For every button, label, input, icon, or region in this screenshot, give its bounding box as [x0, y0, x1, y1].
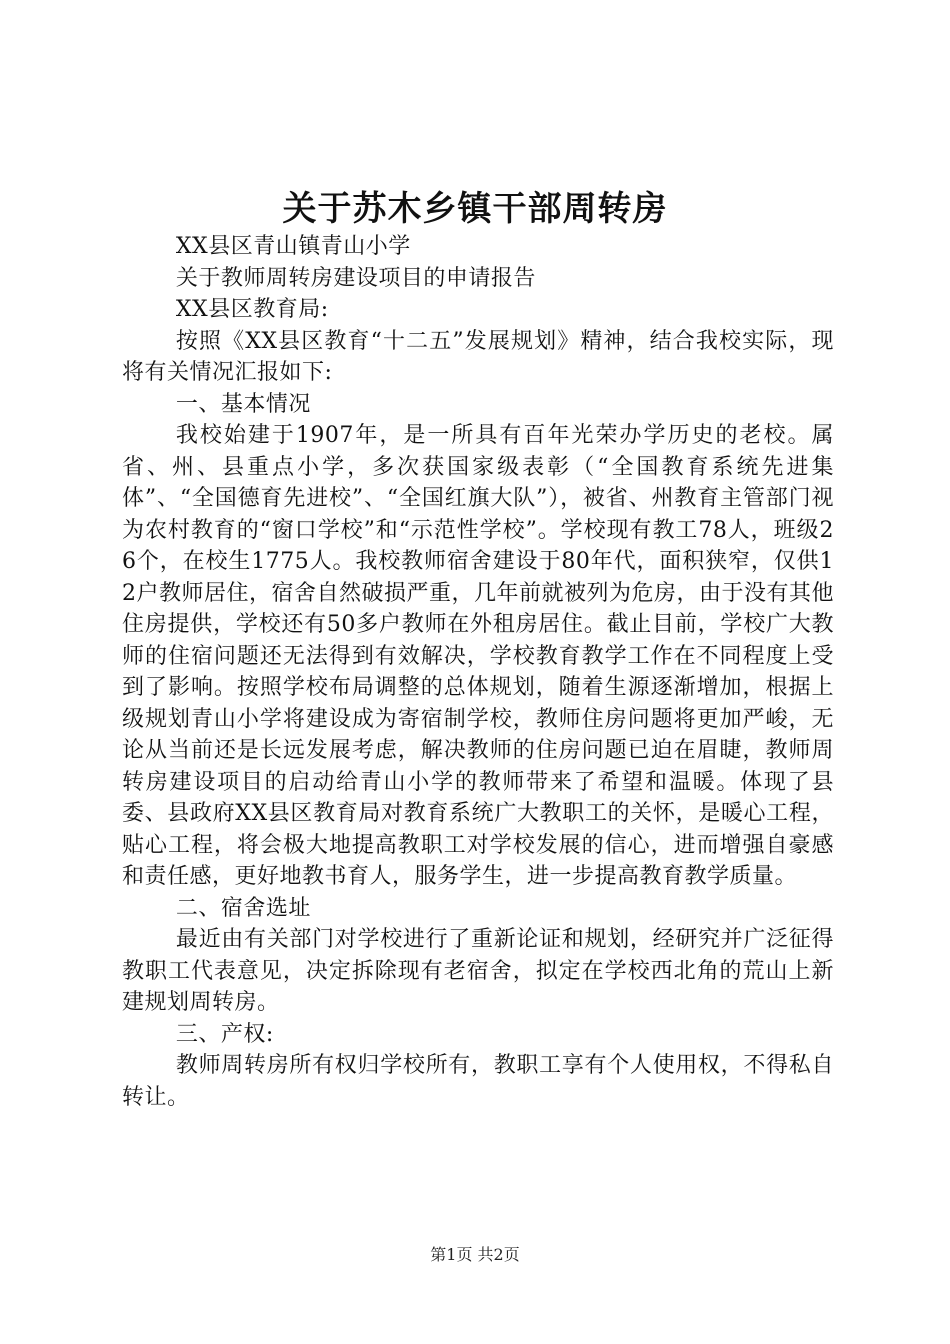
site-paragraph: 最近由有关部门对学校进行了重新论证和规划，经研究并广泛征得教职工代表意见，决定拆除现有老宿舍，拟定在学校西北角的荒山上新建规划周转房。 [122, 927, 834, 1015]
document-title: 关于苏木乡镇干部周转房 [282, 189, 668, 229]
ownership-paragraph: 教师周转房所有权归学校所有，教职工享有个人使用权，不得私自转让。 [122, 1053, 834, 1110]
basic-info-paragraph: 我校始建于1907年，是一所具有百年光荣办学历史的老校。属省、州、县重点小学，多次获国家级表彰（“全国教育系统先进集体”、“全国德育先进校”、“全国红旗大队”），被省、州教育主管部门视为农村教育的“窗口学校”和“示范性学校”。学校现有教工78人，班级26个，在校生1775人。我校教师宿舍建设于80年代，面积狭窄，仅供12户教师居住，宿舍自然破损严重，几年前就被列为危房，由于没有其他住房提供，学校还有50多户教师在外租房居住。截止目前，学校广大教师的住宿问题还无法得到有效解决，学校教育教学工作在不同程度上受到了影响。按照学校布局调整的总体规划，随着生源逐渐增加，根据上级规划青山小学将建设成为寄宿制学校，教师住房问题将更加严峻，无论从当前还是长远发展考虑，解决教师的住房问题已迫在眉睫，教师周转房建设项目的启动给青山小学的教师带来了希望和温暖。体现了县委、县政府XX县区教育局对教育系统广大教职工的关怀，是暖心工程，贴心工程，将会极大地提高教职工对学校发展的信心，进而增强自豪感和责任感，更好地教书育人，服务学生，进一步提高教育教学质量。 [122, 423, 834, 889]
intro-paragraph: 按照《XX县区教育“十二五”发展规划》精神，结合我校实际，现将有关情况汇报如下: [122, 328, 834, 385]
page-footer: 第1页 共2页 [430, 1245, 520, 1264]
section-heading-ownership: 三、产权: [175, 1021, 274, 1047]
report-subject-line: 关于教师周转房建设项目的申请报告 [175, 265, 536, 291]
recipient-line: XX县区教育局: [175, 297, 329, 322]
section-heading-site: 二、宿舍选址 [175, 895, 311, 921]
section-heading-basic-info: 一、基本情况 [175, 391, 311, 417]
document-body [122, 231, 834, 1113]
school-name-line: XX县区青山镇青山小学 [175, 234, 411, 259]
